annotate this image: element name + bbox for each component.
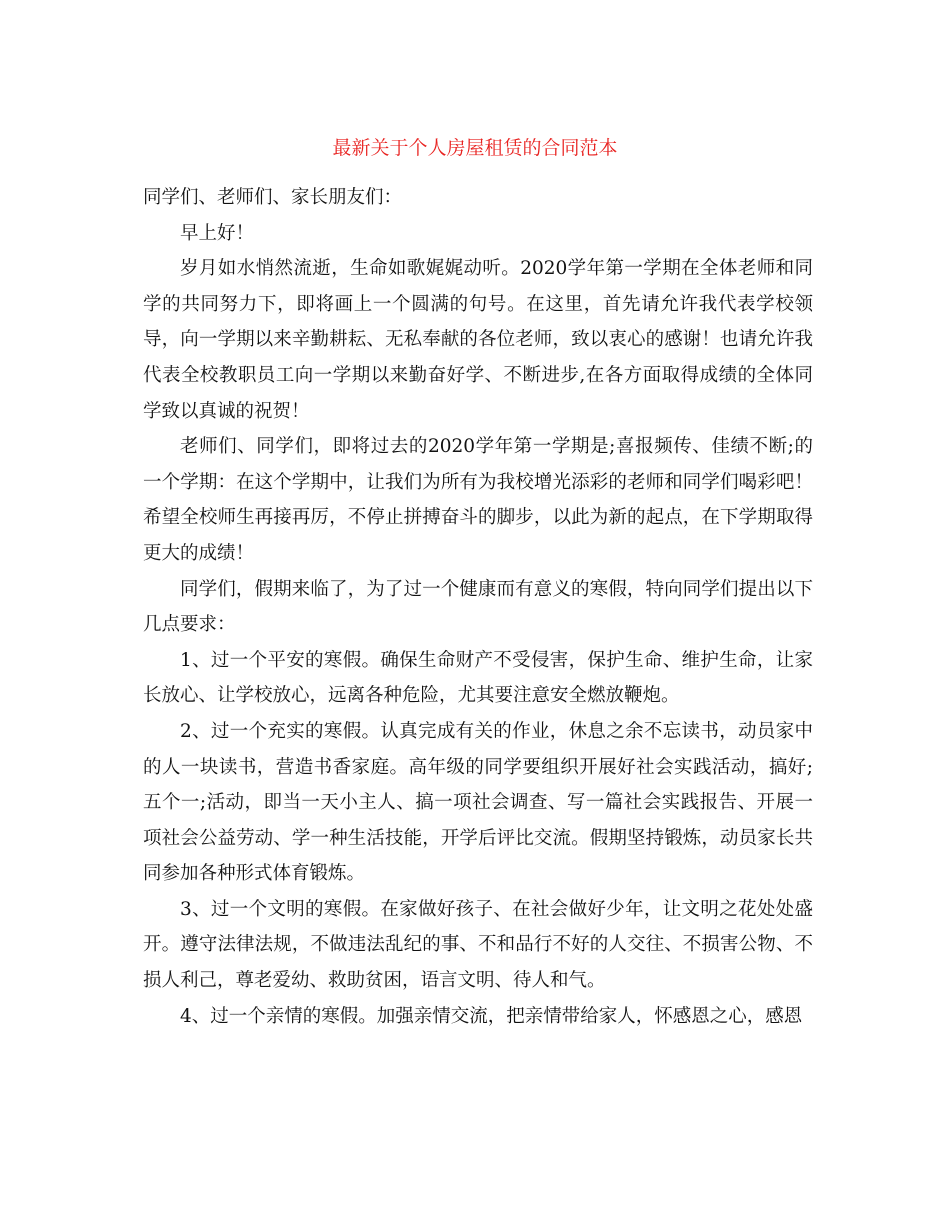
paragraph-thanks: 岁月如水悄然流逝，生命如歌娓娓动听。2020学年第一学期在全体老师和同学的共同努力下，即将画上一个圆满的句号。在这里，首先请允许我代表学校领导，向一学期以来辛勤耕耘、无私奉献的各位老师，致以衷心的感谢！也请允许我代表全校教职员工向一学期以来勤奋好学、不断进步,在各方面取得成绩的全体同学致以真诚的祝贺！ <box>143 258 813 422</box>
document-body <box>143 180 813 1034</box>
paragraph-requirement-3: 3、过一个文明的寒假。在家做好孩子、在社会做好少年，让文明之花处处盛开。遵守法律法规，不做违法乱纪的事、不和品行不好的人交往、不损害公物、不损人利己，尊老爱幼、救助贫困，语言文明、待人和气。 <box>143 898 813 992</box>
paragraph-greeting: 早上好！ <box>180 222 255 244</box>
salutation: 同学们、老师们、家长朋友们： <box>143 187 403 208</box>
paragraph-semester: 老师们、同学们，即将过去的2020学年第一学期是;喜报频传、佳绩不断;的一个学期：在这个学期中，让我们为所有为我校增光添彩的老师和同学们喝彩吧！希望全校师生再接再厉，不停止拼搏奋斗的脚步，以此为新的起点，在下学期取得更大的成绩！ <box>143 436 813 564</box>
paragraph-requirements-intro: 同学们，假期来临了，为了过一个健康而有意义的寒假，特向同学们提出以下几点要求： <box>143 578 813 636</box>
paragraph-requirement-1: 1、过一个平安的寒假。确保生命财产不受侵害，保护生命、维护生命，让家长放心、让学校放心，远离各种危险，尤其要注意安全燃放鞭炮。 <box>143 649 813 707</box>
paragraph-requirement-4: 4、过一个亲情的寒假。加强亲情交流，把亲情带给家人，怀感恩之心，感恩 <box>180 1005 803 1027</box>
document-title: 最新关于个人房屋租赁的合同范本 <box>332 137 618 159</box>
paragraph-requirement-2: 2、过一个充实的寒假。认真完成有关的作业，休息之余不忘读书，动员家中的人一块读书，营造书香家庭。高年级的同学要组织开展好社会实践活动，搞好;五个一;活动，即当一天小主人、搞一项社会调查、写一篇社会实践报告、开展一项社会公益劳动、学一种生活技能，开学后评比交流。假期坚持锻炼，动员家长共同参加各种形式体育锻炼。 <box>143 720 813 885</box>
